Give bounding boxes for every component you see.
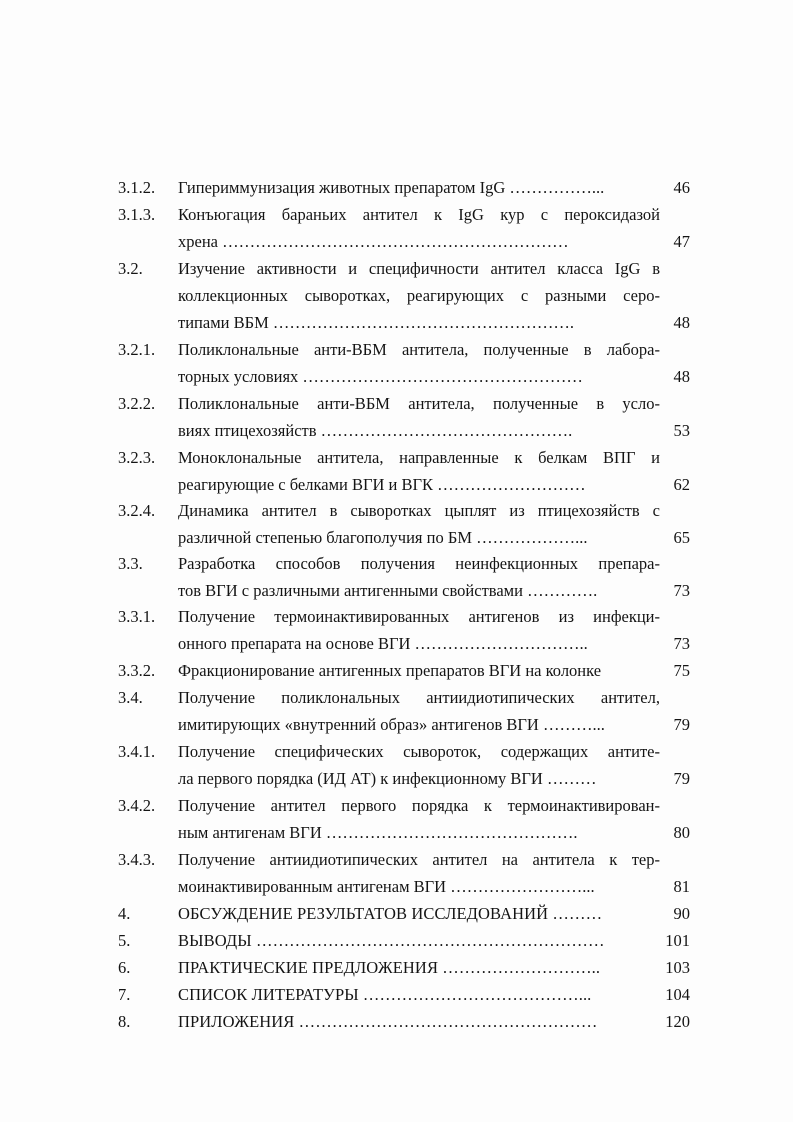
- section-number: 3.2.1.: [118, 340, 156, 359]
- title-line: Получение термоинактивированных антигенов из инфекци-: [178, 607, 660, 626]
- title-line: торных условиях ……………………………………………: [178, 367, 583, 386]
- title-line: Разработка способов получения неинфекционных препара-: [178, 554, 660, 573]
- page-number: 48: [673, 313, 690, 332]
- title-line: Динамика антител в сыворотках цыплят из птицехозяйств с: [178, 501, 660, 520]
- title-line: имитирующих «внутренний образ» антигенов ВГИ ………...: [178, 715, 605, 734]
- page-number: 103: [665, 958, 690, 977]
- title-line: моинактивированным антигенам ВГИ ……………………...: [178, 877, 595, 896]
- section-number: 4.: [118, 904, 131, 923]
- section-title: [178, 174, 660, 201]
- section-title: [178, 550, 660, 604]
- section-title: [178, 981, 660, 1008]
- title-line: ла первого порядка (ИД АТ) к инфекционному ВГИ ………: [178, 769, 597, 788]
- section-number: 3.1.3.: [118, 205, 156, 224]
- section-title: [178, 390, 660, 444]
- section-title: [178, 900, 660, 927]
- section-title: [178, 444, 660, 498]
- page-number: 65: [673, 528, 690, 547]
- title-line: реагирующие с белками ВГИ и ВГК ………………………: [178, 475, 586, 494]
- section-title: [178, 603, 660, 657]
- section-number: 5.: [118, 931, 131, 950]
- page-number: 101: [665, 931, 690, 950]
- section-number: 3.2.2.: [118, 394, 156, 413]
- section-number: 7.: [118, 985, 131, 1004]
- section-number: 3.4.: [118, 688, 143, 707]
- page-number: 120: [665, 1012, 690, 1031]
- page-number: 46: [673, 178, 690, 197]
- page-number: 48: [673, 367, 690, 386]
- page-number: 104: [665, 985, 690, 1004]
- section-title: [178, 497, 660, 551]
- title-line: Поликлональные анти-ВБМ антитела, полученные в усло-: [178, 394, 660, 413]
- title-line: различной степенью благополучия по БМ ………………...: [178, 528, 588, 547]
- section-title: [178, 738, 660, 792]
- section-title: [178, 201, 660, 255]
- page-number: 47: [673, 232, 690, 251]
- title-line: Получение поликлональных антиидиотипических антител,: [178, 688, 660, 707]
- section-title: [178, 657, 660, 684]
- title-line: коллекционных сыворотках, реагирующих с разными серо-: [178, 286, 660, 305]
- title-line: Фракционирование антигенных препаратов ВГИ на колонке: [178, 661, 602, 680]
- section-number: 3.3.: [118, 554, 143, 573]
- page-number: 62: [673, 475, 690, 494]
- title-line: Гипериммунизация животных препаратом IgG ……………...: [178, 178, 605, 197]
- title-line: тов ВГИ с различными антигенными свойствами ………….: [178, 581, 598, 600]
- title-line: Получение антител первого порядка к термоинактивирован-: [178, 796, 660, 815]
- section-title: [178, 684, 660, 738]
- page-number: 79: [673, 769, 690, 788]
- page-number: 73: [673, 634, 690, 653]
- section-number: 3.2.: [118, 259, 143, 278]
- section-number: 3.4.1.: [118, 742, 156, 761]
- section-number: 6.: [118, 958, 131, 977]
- title-line: виях птицехозяйств ……………………………………….: [178, 421, 573, 440]
- section-title: [178, 792, 660, 846]
- title-line: ПРАКТИЧЕСКИЕ ПРЕДЛОЖЕНИЯ ………………………..: [178, 958, 601, 977]
- page-number: 79: [673, 715, 690, 734]
- section-number: 3.3.1.: [118, 607, 156, 626]
- section-number: 3.2.3.: [118, 448, 156, 467]
- title-line: ным антигенам ВГИ ……………………………………….: [178, 823, 578, 842]
- title-line: хрена ………………………………………………………: [178, 232, 569, 251]
- page-number: 53: [673, 421, 690, 440]
- title-line: онного препарата на основе ВГИ …………………………..: [178, 634, 588, 653]
- title-line: ВЫВОДЫ ………………………………………………………: [178, 931, 605, 950]
- page-number: 80: [673, 823, 690, 842]
- title-line: Моноклональные антитела, направленные к белкам ВПГ и: [178, 448, 660, 467]
- title-line: Изучение активности и специфичности антител класса IgG в: [178, 259, 660, 278]
- title-line: Конъюгация бараньих антител к IgG кур с пероксидазой: [178, 205, 660, 224]
- section-number: 3.4.2.: [118, 796, 156, 815]
- section-title: [178, 954, 660, 981]
- section-number: 8.: [118, 1012, 131, 1031]
- section-title: [178, 1008, 660, 1035]
- title-line: ОБСУЖДЕНИЕ РЕЗУЛЬТАТОВ ИССЛЕДОВАНИЙ ………: [178, 904, 603, 923]
- title-line: Получение специфических сывороток, содержащих антите-: [178, 742, 660, 761]
- title-line: СПИСОК ЛИТЕРАТУРЫ …………………………………...: [178, 985, 592, 1004]
- page-number: 90: [673, 904, 690, 923]
- section-title: [178, 336, 660, 390]
- section-title: [178, 846, 660, 900]
- section-number: 3.2.4.: [118, 501, 156, 520]
- section-title: [178, 255, 660, 336]
- section-number: 3.4.3.: [118, 850, 156, 869]
- title-line: ПРИЛОЖЕНИЯ ………………………………………………: [178, 1012, 598, 1031]
- title-line: Поликлональные анти-ВБМ антитела, полученные в лабора-: [178, 340, 660, 359]
- section-number: 3.1.2.: [118, 178, 156, 197]
- title-line: типами ВБМ ……………………………………………….: [178, 313, 574, 332]
- section-number: 3.3.2.: [118, 661, 156, 680]
- page-number: 81: [673, 877, 690, 896]
- section-title: [178, 927, 660, 954]
- title-line: Получение антиидиотипических антител на антитела к тер-: [178, 850, 660, 869]
- page-number: 73: [673, 581, 690, 600]
- page-number: 75: [673, 661, 690, 680]
